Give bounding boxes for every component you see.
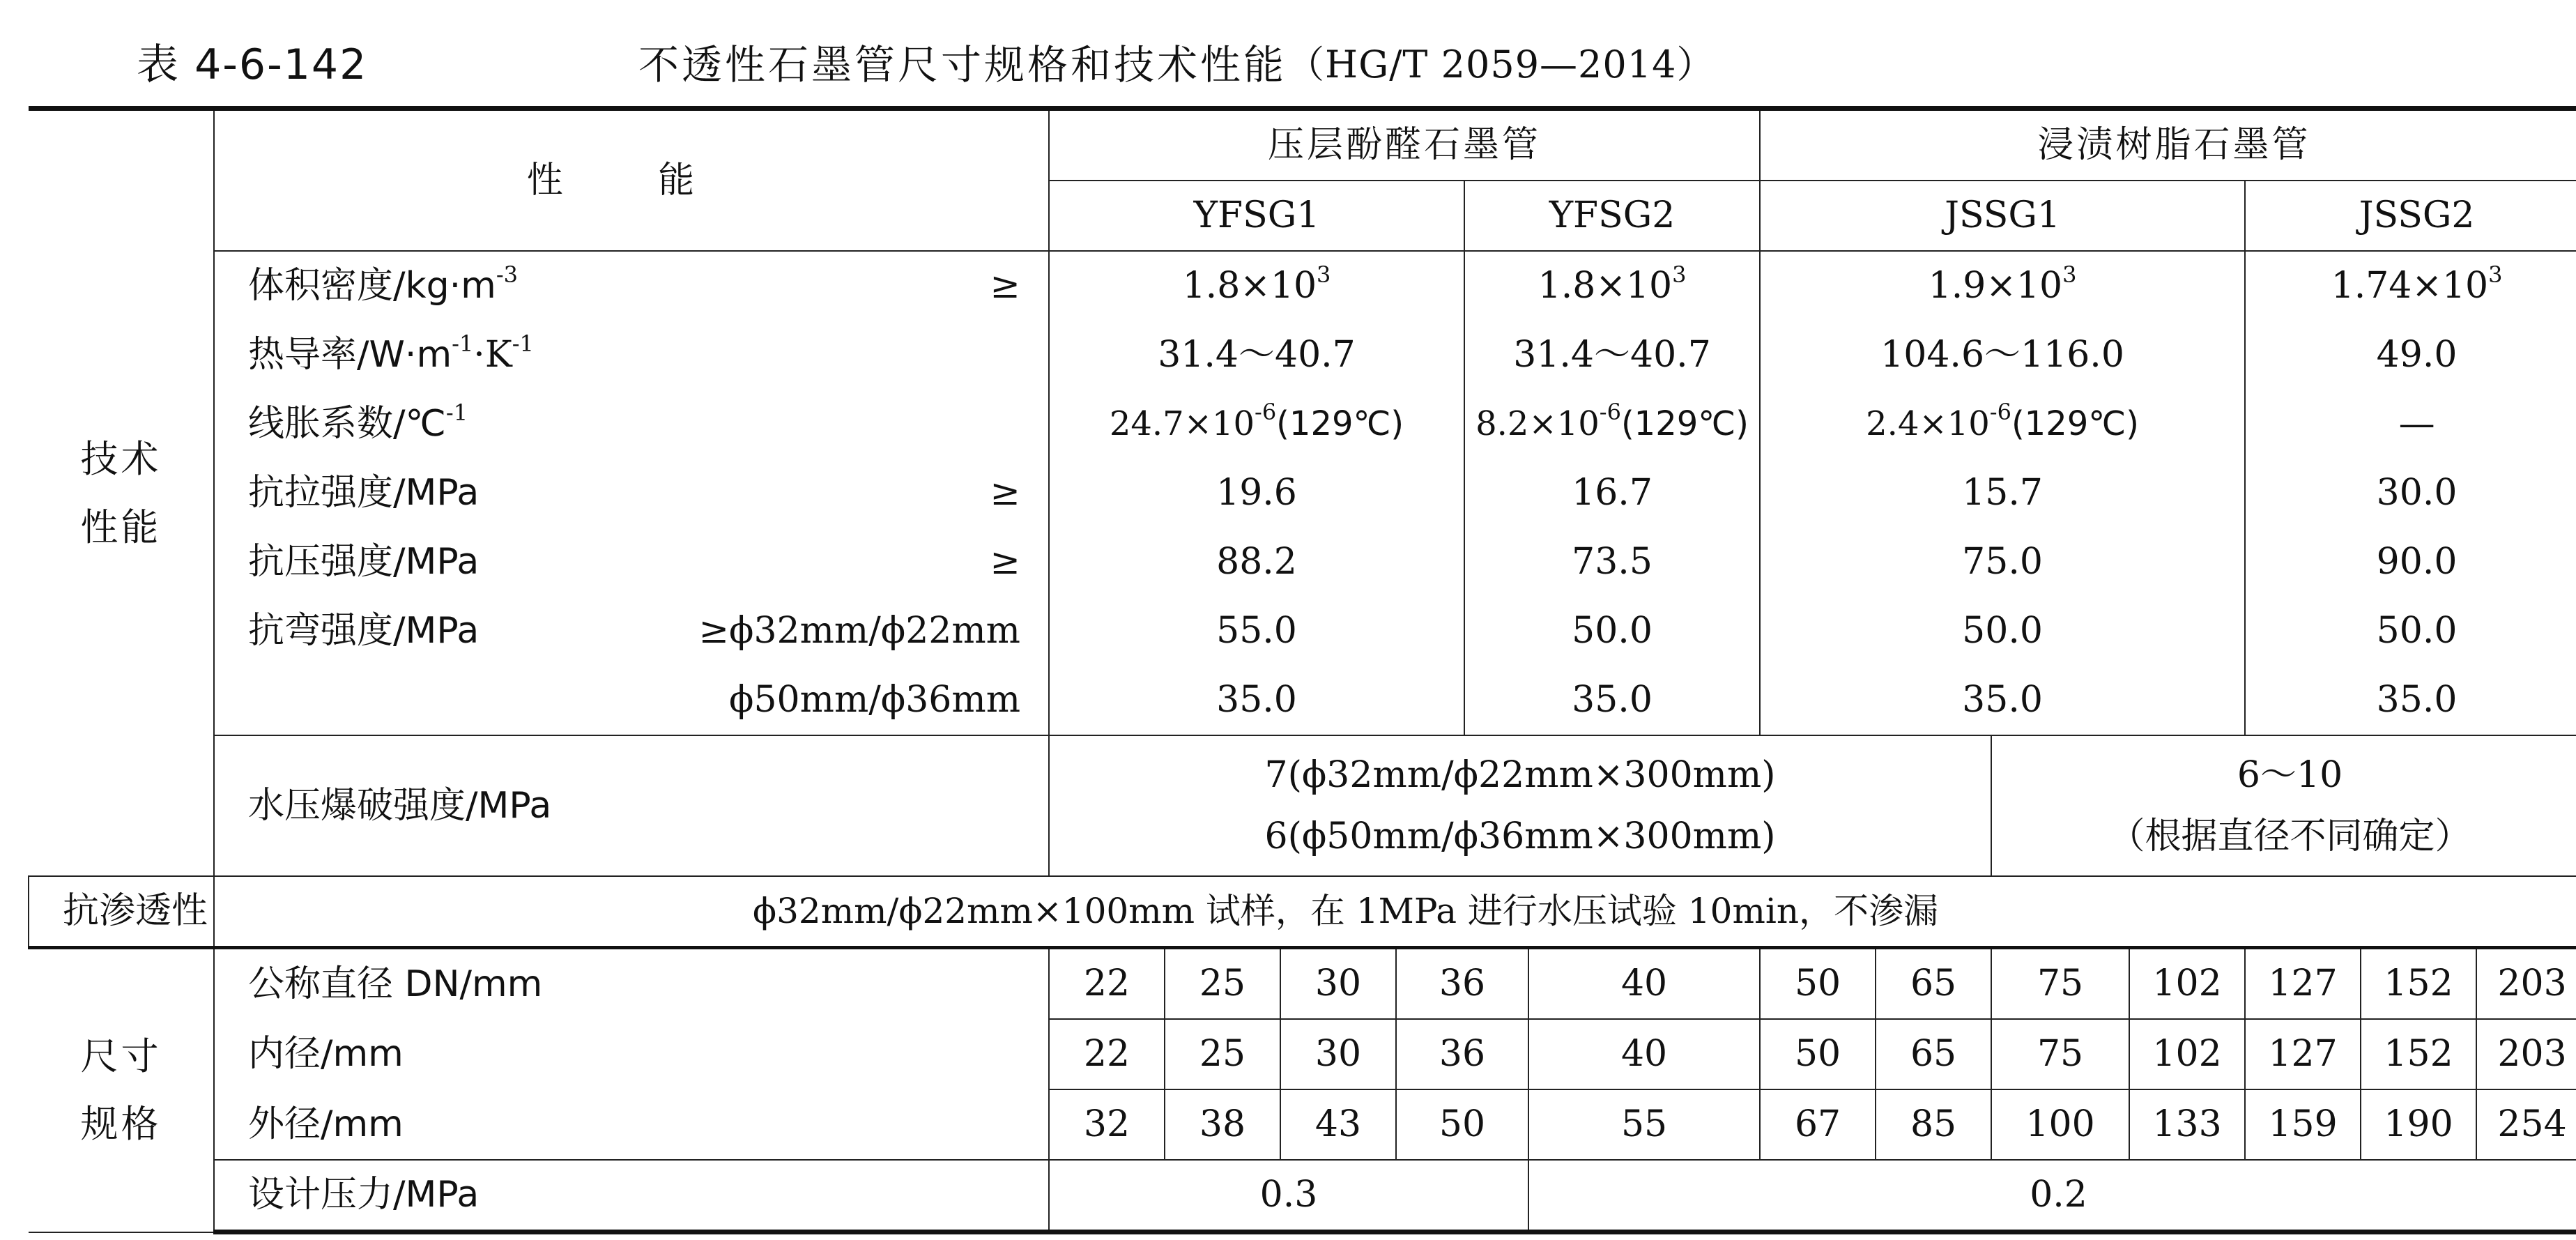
tech-category	[29, 109, 214, 877]
header-row	[29, 109, 2576, 181]
value-cell: 104.6～116.0	[1760, 321, 2245, 390]
size-cell: 43	[1280, 1089, 1396, 1160]
size-cell: 159	[2245, 1089, 2361, 1160]
size-cell: 22	[1049, 1019, 1165, 1089]
size-cell: 254	[2476, 1089, 2576, 1160]
value-cell: 35.0	[1464, 666, 1760, 735]
prop-burst: 水压爆破强度/MPa	[214, 735, 1049, 876]
table-title: 不透性石墨管尺寸规格和技术性能	[638, 41, 1287, 89]
value-cell: $2.4\times 10^{-6}(129℃)$	[1760, 390, 2245, 459]
size-cell: 203	[2476, 1019, 2576, 1089]
burst-row	[29, 735, 2576, 876]
size-cell: 133	[2129, 1089, 2245, 1160]
size-cell: 50	[1760, 948, 1876, 1020]
pressure-value-a: 0.3	[1049, 1160, 1528, 1232]
size-cell: 25	[1165, 1019, 1280, 1089]
grade-jssg1: JSSG1	[1760, 181, 2245, 251]
value-cell: 35.0	[1760, 666, 2245, 735]
tech-row-bending-1	[29, 597, 2576, 666]
prop-tensile: 抗拉强度/MPa ≥	[214, 459, 1049, 528]
prop-conductivity: 热导率$/W\cdot m^{-1}\cdot K^{-1}$	[214, 321, 1049, 390]
value-cell: 49.0	[2245, 321, 2576, 390]
header-group-yfsg: 压层酚醛石墨管	[1049, 109, 1760, 181]
tech-row-conductivity	[29, 321, 2576, 390]
value-cell: 55.0	[1049, 597, 1464, 666]
size-cell: 102	[2129, 1019, 2245, 1089]
value-cell: 75.0	[1760, 528, 2245, 597]
table-caption	[137, 20, 2506, 103]
size-cell: 102	[2129, 948, 2245, 1020]
size-row-outer	[29, 1089, 2576, 1160]
size-cell: 50	[1760, 1019, 1876, 1089]
tech-row-expansion	[29, 390, 2576, 459]
size-row-inner	[29, 1019, 2576, 1089]
table-number: 表 4-6-142	[137, 40, 368, 89]
size-cell: 152	[2361, 1019, 2476, 1089]
size-cell: 127	[2245, 948, 2361, 1020]
size-cell: 30	[1280, 948, 1396, 1020]
value-cell: 16.7	[1464, 459, 1760, 528]
value-cell: 50.0	[1464, 597, 1760, 666]
size-cell: 75	[1991, 948, 2129, 1020]
value-cell: 50.0	[1760, 597, 2245, 666]
prop-inner: 内径/mm	[214, 1019, 1049, 1089]
prop-bending: 抗弯强度/MPa ≥ϕ32mm/ϕ22mm	[214, 597, 1049, 666]
size-cell: 75	[1991, 1019, 2129, 1089]
size-category-label: 尺寸规格	[80, 1034, 162, 1147]
value-cell: 15.7	[1760, 459, 2245, 528]
size-cell: 203	[2476, 948, 2576, 1020]
size-category	[29, 948, 214, 1232]
prop-pressure: 设计压力/MPa	[214, 1160, 1049, 1232]
size-cell: 40	[1528, 1019, 1760, 1089]
grade-yfsg2: YFSG2	[1464, 181, 1760, 251]
value-cell: 73.5	[1464, 528, 1760, 597]
value-cell: $1.8\times 10^3$	[1049, 251, 1464, 321]
value-cell: 35.0	[2245, 666, 2576, 735]
prop-dn: 公称直径 DN/mm	[214, 948, 1049, 1020]
size-cell: 67	[1760, 1089, 1876, 1160]
grade-yfsg1: YFSG1	[1049, 181, 1464, 251]
value-cell: 35.0	[1049, 666, 1464, 735]
value-cell: $1.9\times 10^3$	[1760, 251, 2245, 321]
prop-compressive: 抗压强度/MPa ≥	[214, 528, 1049, 597]
value-cell: 90.0	[2245, 528, 2576, 597]
size-cell: 190	[2361, 1089, 2476, 1160]
header-group-jssg: 浸渍树脂石墨管	[1760, 109, 2576, 181]
size-cell: 152	[2361, 948, 2476, 1020]
prop-expansion: 线胀系数/℃$^{-1}$	[214, 390, 1049, 459]
tech-row-tensile	[29, 459, 2576, 528]
value-cell: 30.0	[2245, 459, 2576, 528]
value-cell: —	[2245, 390, 2576, 459]
size-cell: 36	[1396, 1019, 1528, 1089]
impermeability-value: ϕ32mm/ϕ22mm×100mm 试样，在 1MPa 进行水压试验 10min，不渗漏	[214, 876, 2476, 948]
value-cell: $8.2\times 10^{-6}(129℃)$	[1464, 390, 1760, 459]
size-cell: 100	[1991, 1089, 2129, 1160]
size-row-dn	[29, 948, 2576, 1020]
burst-yfsg-value: 7(ϕ32mm/ϕ22mm×300mm) 6(ϕ50mm/ϕ36mm×300mm)	[1049, 735, 1991, 876]
value-cell: 31.4～40.7	[1464, 321, 1760, 390]
prop-density: 体积密度$/kg\cdot m^{-3}$ ≥	[214, 251, 1049, 321]
burst-jssg-value: 6～10 （根据直径不同确定）	[1991, 735, 2576, 876]
value-cell: $24.7\times 10^{-6}(129℃)$	[1049, 390, 1464, 459]
tech-row-bending-2	[29, 666, 2576, 735]
pressure-row	[29, 1160, 2576, 1232]
impermeability-row	[29, 876, 2576, 948]
size-cell: 65	[1876, 948, 1991, 1020]
prop-impermeability: 抗渗透性	[29, 876, 214, 948]
value-cell: 31.4～40.7	[1049, 321, 1464, 390]
value-cell: 19.6	[1049, 459, 1464, 528]
size-cell: 85	[1876, 1089, 1991, 1160]
grade-jssg2: JSSG2	[2245, 181, 2576, 251]
tech-category-label: 技术性能	[80, 437, 162, 549]
pressure-value-b: 0.2	[1528, 1160, 2576, 1232]
size-cell: 32	[1049, 1089, 1165, 1160]
value-cell: $1.8\times 10^3$	[1464, 251, 1760, 321]
spec-table	[28, 106, 2576, 1234]
size-cell: 50	[1396, 1089, 1528, 1160]
prop-outer: 外径/mm	[214, 1089, 1049, 1160]
value-cell: $1.74\times 10^3$	[2245, 251, 2576, 321]
size-cell: 38	[1165, 1089, 1280, 1160]
value-cell: 50.0	[2245, 597, 2576, 666]
tech-row-compressive	[29, 528, 2576, 597]
prop-bending-size: ϕ50mm/ϕ36mm	[214, 666, 1049, 735]
value-cell: 88.2	[1049, 528, 1464, 597]
tech-row-density	[29, 251, 2576, 321]
size-cell: 25	[1165, 948, 1280, 1020]
header-property-label: 性 能	[526, 159, 737, 201]
size-cell: 36	[1396, 948, 1528, 1020]
size-cell: 55	[1528, 1089, 1760, 1160]
size-cell: 65	[1876, 1019, 1991, 1089]
header-property	[214, 109, 1049, 252]
size-cell: 40	[1528, 948, 1760, 1020]
table-standard: （HG/T 2059—2014）	[1287, 42, 1715, 86]
size-cell: 22	[1049, 948, 1165, 1020]
size-cell: 127	[2245, 1019, 2361, 1089]
size-cell: 30	[1280, 1019, 1396, 1089]
